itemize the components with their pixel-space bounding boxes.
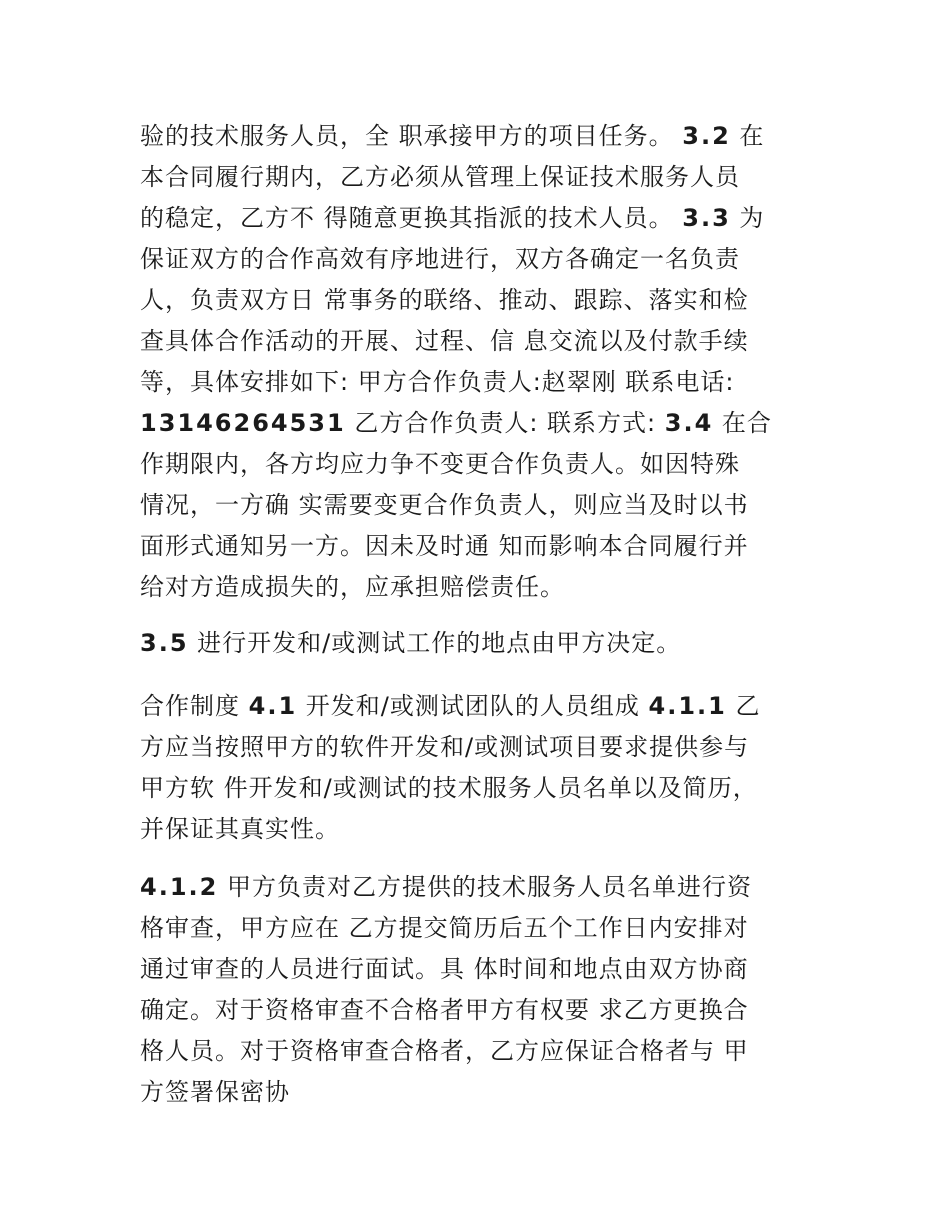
clause-number: 3.3	[682, 204, 731, 232]
text-segment: 本合同履行期内，乙方必须从管理上保证技术服务人员	[140, 163, 740, 191]
paragraph	[140, 116, 830, 608]
text-segment: 在	[730, 122, 765, 150]
text-segment: 乙方合作负责人: 联系方式:	[345, 409, 665, 437]
text-segment: 为	[730, 204, 765, 232]
clause-number: 3.2	[682, 122, 731, 150]
paragraph	[140, 623, 830, 664]
text-line	[140, 809, 830, 850]
text-line	[140, 623, 830, 664]
clause-number: 3.5	[140, 629, 189, 657]
text-segment: 甲方软 件开发和/或测试的技术服务人员名单以及简历，	[140, 774, 758, 802]
clause-number: 4.1	[248, 692, 298, 720]
text-segment: 人，负责双方日 常事务的联络、推动、跟踪、落实和检	[140, 286, 749, 314]
text-line	[140, 403, 830, 444]
text-segment: 开发和/或测试团队的人员组成	[297, 692, 649, 720]
text-segment: 保证双方的合作高效有序地进行，双方各确定一名负责	[140, 245, 740, 273]
text-segment: 通过审查的人员进行面试。具 体时间和地点由双方协商	[140, 955, 749, 983]
text-segment: 乙	[726, 692, 761, 720]
text-line	[140, 1031, 830, 1072]
text-segment: 在合	[713, 409, 772, 437]
text-segment: 验的技术服务人员，全 职承接甲方的项目任务。	[140, 122, 683, 150]
text-segment: 合作制度	[140, 692, 249, 720]
paragraph	[140, 686, 830, 850]
text-line	[140, 198, 830, 239]
text-segment: 确定。对于资格审查不合格者甲方有权要 求乙方更换合	[140, 996, 749, 1024]
text-line	[140, 867, 830, 908]
text-line	[140, 239, 830, 280]
text-line	[140, 321, 830, 362]
text-segment: 格人员。对于资格审查合格者，乙方应保证合格者与 甲	[140, 1037, 749, 1065]
text-segment: 查具体合作活动的开展、过程、信 息交流以及付款手续	[140, 327, 749, 355]
text-segment: 作期限内，各方均应力争不变更合作负责人。如因特殊	[140, 450, 740, 478]
text-segment: 情况，一方确 实需要变更合作负责人，则应当及时以书	[140, 491, 749, 519]
text-line	[140, 686, 830, 727]
clause-number: 4.1.1	[648, 692, 727, 720]
text-segment: 方签署保密协	[140, 1078, 290, 1106]
text-line	[140, 485, 830, 526]
text-segment: 并保证其真实性。	[140, 815, 340, 843]
text-segment: 甲方负责对乙方提供的技术服务人员名单进行资	[218, 873, 752, 901]
text-line	[140, 526, 830, 567]
text-segment: 的稳定，乙方不 得随意更换其指派的技术人员。	[140, 204, 683, 232]
text-line	[140, 280, 830, 321]
text-line	[140, 1072, 830, 1113]
text-line	[140, 768, 830, 809]
text-segment: 方应当按照甲方的软件开发和/或测试项目要求提供参与	[140, 733, 750, 761]
text-line	[140, 727, 830, 768]
clause-number: 13146264531	[140, 409, 346, 437]
text-line	[140, 362, 830, 403]
text-line	[140, 949, 830, 990]
text-segment: 给对方造成损失的，应承担赔偿责任。	[140, 573, 565, 601]
text-segment: 格审查，甲方应在 乙方提交简历后五个工作日内安排对	[140, 914, 749, 942]
text-line	[140, 444, 830, 485]
text-segment: 面形式通知另一方。因未及时通 知而影响本合同履行并	[140, 532, 749, 560]
text-line	[140, 908, 830, 949]
clause-number: 3.4	[664, 409, 714, 437]
paragraph	[140, 867, 830, 1113]
text-line	[140, 116, 830, 157]
text-line	[140, 567, 830, 608]
text-line	[140, 990, 830, 1031]
text-line	[140, 157, 830, 198]
text-segment: 等，具体安排如下: 甲方合作负责人:赵翠刚 联系电话:	[140, 368, 735, 396]
text-segment: 进行开发和/或测试工作的地点由甲方决定。	[188, 629, 682, 657]
clause-number: 4.1.2	[140, 873, 219, 901]
